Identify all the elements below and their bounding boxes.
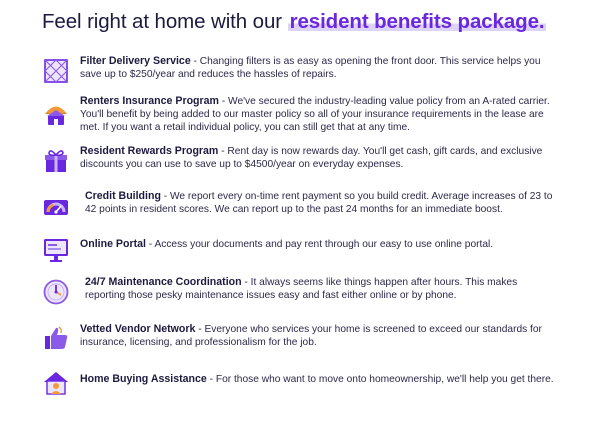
monitor-icon	[42, 236, 70, 264]
gauge-icon	[42, 192, 70, 220]
benefit-title: Home Buying Assistance	[80, 373, 207, 385]
benefit-text	[80, 55, 560, 81]
benefit-title: Vetted Vendor Network	[80, 323, 196, 335]
separator: -	[145, 239, 155, 250]
benefit-text	[80, 373, 560, 386]
benefit-description: We report every on-time rent payment so you build credit. Average increases of 23 to 42 points in resident scores. We can report up to the past 24 months for an immediate boost.	[85, 191, 553, 216]
benefit-title: Filter Delivery Service	[80, 55, 191, 67]
title-prefix: Feel right at home with our	[42, 10, 288, 33]
benefit-description: Rent day is now rewards day. You'll get cash, gift cards, and exclusive discounts you can use to save up to $4500/year on everyday expenses.	[80, 146, 543, 171]
benefit-title: Online Portal	[80, 238, 146, 250]
house-icon	[42, 369, 70, 397]
benefit-text	[80, 238, 560, 251]
benefit-description: Everyone who services your home is screened to exceed our standards for insurance, licensing, and professionalism for the job.	[80, 324, 542, 349]
benefit-text	[80, 323, 560, 349]
benefit-text	[85, 190, 560, 216]
separator: -	[218, 96, 229, 107]
clock-icon	[42, 278, 70, 306]
gift-icon	[42, 147, 70, 175]
benefit-text	[85, 276, 560, 302]
separator: -	[160, 191, 170, 202]
benefit-title: 24/7 Maintenance Coordination	[85, 276, 242, 288]
benefit-text	[80, 95, 560, 135]
benefit-description: Access your documents and pay rent through our easy to use online portal.	[154, 239, 494, 250]
separator: -	[218, 146, 228, 157]
filter-icon	[42, 57, 70, 85]
benefit-description: We've secured the industry-leading value policy from an A-rated carrier. You'll benefit by being added to our master policy so all of your insurance requirements in the lease are met. If you want a retail individual policy, you can still get that at any time.	[80, 96, 550, 134]
separator: -	[241, 277, 251, 288]
separator: -	[195, 324, 205, 335]
thumbs-up-icon	[42, 324, 70, 352]
page-title	[42, 10, 582, 34]
separator: -	[206, 374, 216, 385]
separator: -	[190, 56, 200, 67]
benefit-title: Credit Building	[85, 190, 161, 202]
benefit-title: Resident Rewards Program	[80, 145, 219, 157]
benefit-title: Renters Insurance Program	[80, 95, 219, 107]
benefit-description: For those who want to move onto homeownership, we'll help you get there.	[215, 374, 554, 385]
benefit-description: It always seems like things happen after hours. This makes reporting those pesky maintenance issues easy and fast either online or by phone.	[85, 277, 518, 302]
benefit-text	[80, 145, 560, 171]
title-highlight: resident benefits package.	[289, 10, 545, 33]
benefit-description: Changing filters is as easy as opening the front door. This service helps you save up to $250/year and reduces the hassles of repairs.	[80, 56, 541, 81]
umbrella-icon	[42, 99, 70, 127]
